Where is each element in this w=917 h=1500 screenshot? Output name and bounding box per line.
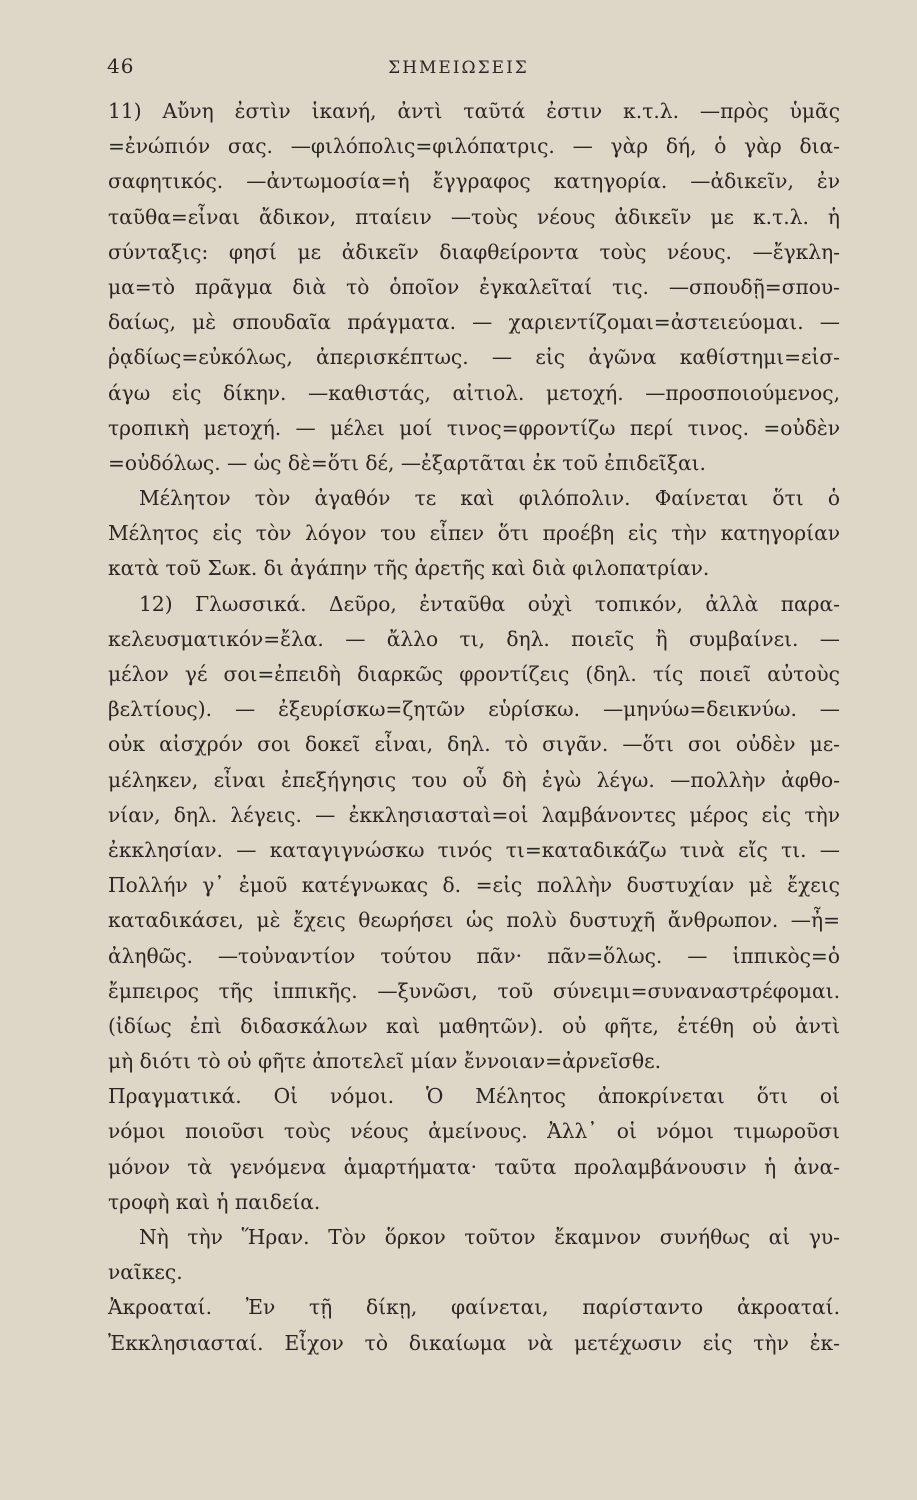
text-line: μὴ διότι τὸ οὐ φῆτε ἀποτελεῖ μίαν ἔννοιαν=ἀρνεῖσθε. <box>108 1049 662 1074</box>
text-line: μόνον τὰ γενόμενα ἁμαρτήματα· ταῦτα προλαμβάνουσιν ἡ ἀνα- <box>108 1154 840 1179</box>
text-line: μέληκεν, εἶναι ἐπεξήγησις του οὗ δὴ ἐγὼ λέγω. —πολλὴν ἀφθο- <box>108 767 840 792</box>
text-line: =οὐδόλως. — ὡς δὲ=ὅτι δέ, —ἐξαρτᾶται ἐκ τοῦ ἐπιδεῖξαι. <box>108 450 706 475</box>
text-line: (ἰδίως ἐπὶ διδασκάλων καὶ μαθητῶν). οὐ φῆτε, ἐτέθη οὐ ἀντὶ <box>108 1013 840 1038</box>
text-line: =ἐνώπιόν σας. —φιλόπολις=φιλόπατρις. — γὰρ δή, ὁ γὰρ δια- <box>108 134 840 159</box>
text-line: βελτίους). — ἐξευρίσκω=ζητῶν εὑρίσκω. —μηνύω=δεικνύω. — <box>108 697 840 722</box>
text-line: τροφὴ καὶ ἡ παιδεία. <box>108 1189 321 1214</box>
running-title: ΣΗΜΕΙΩΣΕΙΣ <box>388 58 529 78</box>
text-line: τροπικὴ μετοχή. — μέλει μοί τινος=φροντίζω περί τινος. =οὐδὲν <box>108 415 840 440</box>
text-line: ῥᾳδίως=εὐκόλως, ἀπερισκέπτως. — εἰς ἀγῶνα καθίστημι=εἰσ- <box>108 345 840 370</box>
text-line: καταδικάσει, μὲ ἔχεις θεωρήσει ὡς πολὺ δυστυχῆ ἄνθρωπον. —ἦ= <box>108 908 840 933</box>
text-line: Ἀκροαταί. Ἐν τῇ δίκῃ, φαίνεται, παρίσταντο ἀκροαταί. <box>108 1295 840 1320</box>
text-line: ἔμπειρος τῆς ἱππικῆς. —ξυνῶσι, τοῦ σύνειμι=συναναστρέφομαι. <box>108 978 840 1003</box>
page-header <box>0 54 917 84</box>
text-line: ταῦθα=εἶναι ἄδικον, πταίειν —τοὺς νέους ἀδικεῖν με κ.τ.λ. ἡ <box>108 204 840 229</box>
text-line: σαφητικός. —ἀντωμοσία=ἡ ἔγγραφος κατηγορία. —ἀδικεῖν, ἐν <box>108 169 840 194</box>
text-line: κελευσματικόν=ἔλα. — ἄλλο τι, δηλ. ποιεῖς ἢ συμβαίνει. — <box>108 626 840 651</box>
text-line: κατὰ τοῦ Σωκ. δι ἀγάπην τῆς ἀρετῆς καὶ διὰ φιλοπατρίαν. <box>108 556 710 581</box>
text-line: νίαν, δηλ. λέγεις. — ἐκκλησιασταὶ=οἱ λαμβάνοντες μέρος εἰς τὴν <box>108 802 840 827</box>
text-line: Μέλητος εἰς τὸν λόγον του εἶπεν ὅτι προέβη εἰς τὴν κατηγορίαν <box>108 521 840 546</box>
text-line: ἀληθῶς. —τοὐναντίον τούτου πᾶν· πᾶν=ὅλως. — ἱππικὸς=ὁ <box>108 943 840 968</box>
text-line: νόμοι ποιοῦσι τοὺς νέους ἀμείνους. Ἀλλ᾽ οἱ νόμοι τιμωροῦσι <box>108 1119 840 1144</box>
text-line: Πραγματικά. Οἱ νόμοι. Ὁ Μέλητος ἀποκρίνεται ὅτι οἱ <box>108 1084 840 1109</box>
text-line: 12) Γλωσσικά. Δεῦρο, ἐνταῦθα οὐχὶ τοπικόν, ἀλλὰ παρα- <box>139 591 840 616</box>
text-line: Ἐκκλησιασταί. Εἶχον τὸ δικαίωμα νὰ μετέχωσιν εἰς τὴν ἐκ- <box>108 1330 840 1355</box>
text-line: 11) Αὔνη ἐστὶν ἱκανή, ἀντὶ ταῦτά ἐστιν κ.τ.λ. —πρὸς ὑμᾶς <box>108 99 840 123</box>
text-line: μέλον γέ σοι=ἐπειδὴ διαρκῶς φροντίζεις (δηλ. τίς ποιεῖ αὐτοὺς <box>108 662 840 686</box>
text-line: οὐκ αἰσχρόν σοι δοκεῖ εἶναι, δηλ. τὸ σιγᾶν. —ὅτι σοι οὐδὲν με- <box>108 732 840 757</box>
page-number: 46 <box>107 54 135 78</box>
notes-text <box>108 94 840 1361</box>
text-line: μα=τὸ πρᾶγμα διὰ τὸ ὁποῖον ἐγκαλεῖταί τις. —σπουδῇ=σπου- <box>108 274 840 299</box>
text-line: ἐκκλησίαν. — καταγιγνώσκω τινός τι=καταδικάζω τινὰ εἴς τι. — <box>108 837 840 862</box>
text-line: ναῖκες. <box>108 1260 183 1285</box>
text-line: άγω εἰς δίκην. —καθιστάς, αἰτιολ. μετοχή. —προσποιούμενος, <box>108 380 840 405</box>
text-line: Πολλήν γ᾽ ἐμοῦ κατέγνωκας δ. =εἰς πολλὴν δυστυχίαν μὲ ἔχεις <box>108 873 840 898</box>
text-line: Νὴ τὴν Ἥραν. Τὸν ὅρκον τοῦτον ἔκαμνον συνήθως αἱ γυ- <box>139 1225 840 1249</box>
text-line: σύνταξις: φησί με ἀδικεῖν διαφθείροντα τοὺς νέους. —ἔγκλη- <box>108 239 840 264</box>
text-line: δαίως, μὲ σπουδαῖα πράγματα. — χαριεντίζομαι=ἀστειεύομαι. — <box>108 310 840 335</box>
text-line: Μέλητον τὸν ἀγαθόν τε καὶ φιλόπολιν. Φαίνεται ὅτι ὁ <box>139 486 840 511</box>
